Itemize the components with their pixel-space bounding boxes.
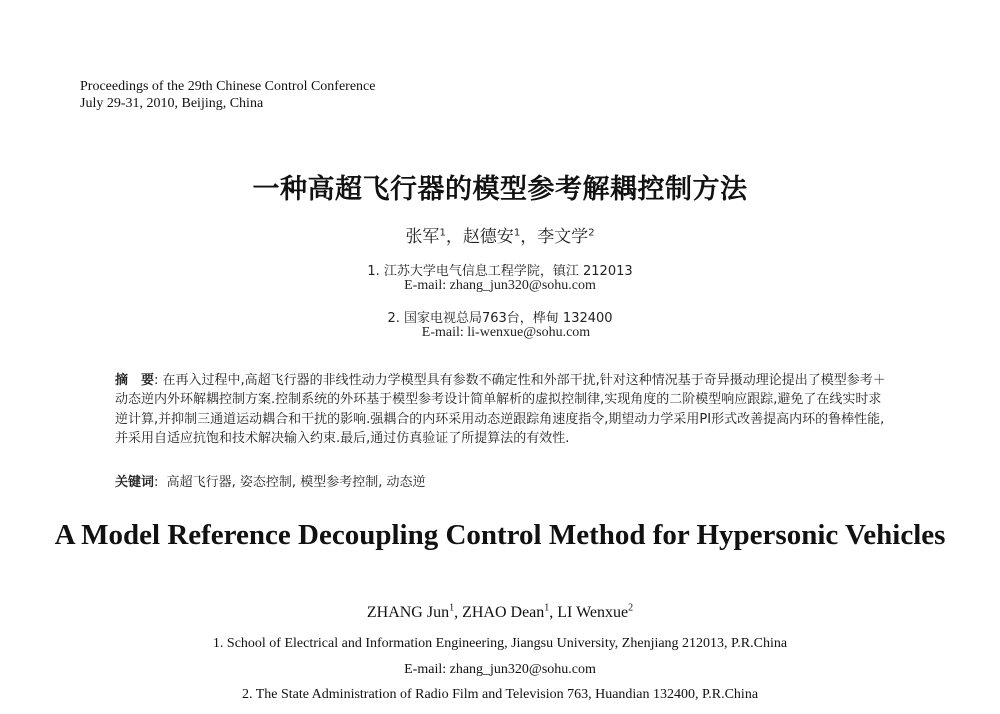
chinese-affiliation-2-email: E-mail: li-wenxue@sohu.com (421, 325, 591, 340)
english-title: A Model Reference Decoupling Control Method for Hypersonic Vehicles (54, 519, 946, 551)
author-name: 赵德安 (462, 227, 514, 247)
author-affiliation-mark: 2 (588, 227, 595, 239)
abstract-text: 在再入过程中,高超飞行器的非线性动力学模型具有参数不确定性和外部干扰,针对这种情况基于奇异摄动理论提出了模型参考＋动态逆内外环解耦控制方案.控制系统的外环基于模型参考设计简单解析的虚拟控制律,实现角度的二阶模型响应跟踪,避免了在线实时求逆计算,并抑制三通道运动耦合和干扰的影响.强耦合的内环采用动态逆跟踪角速度指令,期望动力学采用PI形式改善提高内环的鲁棒性能,并采用自适应抗饱和技术解决输入约束.最后,通过仿真验证了所提算法的有效性. (115, 373, 886, 447)
keywords-colon: : (154, 475, 167, 490)
english-authors (0, 604, 1000, 622)
author-affiliation-mark: 1 (439, 227, 446, 239)
author-separator: ， (520, 227, 538, 247)
author-name: 张军 (405, 227, 440, 247)
author-affiliation-mark: 1 (544, 602, 550, 614)
author-affiliation-mark: 2 (628, 602, 634, 614)
conference-header (80, 78, 375, 112)
conference-name: Proceedings of the 29th Chinese Control Conference (80, 79, 376, 94)
english-affiliation-1: 1. School of Electrical and Information Engineering, Jiangsu University, Zhenjiang 212013, P.R.China (212, 636, 788, 651)
conference-date-location: July 29-31, 2010, Beijing, China (80, 96, 264, 111)
english-affiliation-2: 2. The State Administration of Radio Film and Television 763, Huandian 132400, P.R.China (241, 687, 759, 702)
author-name: LI Wenxue (557, 604, 629, 621)
chinese-affiliation-1-email: E-mail: zhang_jun320@sohu.com (404, 278, 596, 293)
author-name: ZHAO Dean (462, 604, 545, 621)
chinese-affiliation-1: 1. 江苏大学电气信息工程学院，镇江 212013 (367, 264, 633, 279)
abstract-label: 摘 要 (115, 373, 155, 388)
author-separator: ， (445, 227, 463, 247)
author-affiliation-mark: 1 (449, 602, 455, 614)
chinese-affiliation-2: 2. 国家电视总局763台，桦甸 132400 (387, 311, 613, 326)
english-affiliation-1-email: E-mail: zhang_jun320@sohu.com (404, 662, 596, 677)
author-separator: , (549, 604, 558, 621)
keywords-text: 高超飞行器, 姿态控制, 模型参考控制, 动态逆 (166, 475, 426, 490)
chinese-title: 一种高超飞行器的模型参考解耦控制方法 (252, 174, 748, 205)
author-name: 李文学 (537, 227, 589, 247)
chinese-authors (0, 222, 1000, 247)
abstract-colon: : (154, 373, 163, 388)
author-separator: , (454, 604, 463, 621)
author-name: ZHANG Jun (366, 604, 450, 621)
keywords-label: 关键词 (115, 475, 155, 490)
author-affiliation-mark: 1 (513, 227, 521, 239)
chinese-keywords (115, 471, 425, 490)
chinese-abstract (115, 371, 890, 449)
